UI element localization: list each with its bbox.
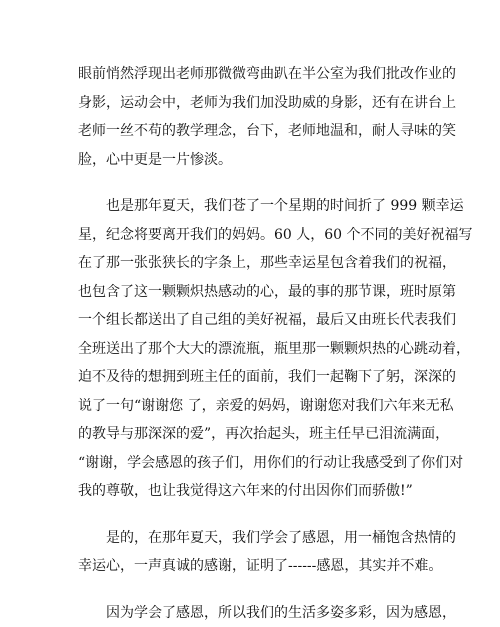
text-line: 脸，心中更是一片惨淡。	[78, 146, 428, 175]
text-line: 在了那一张张狭长的字条上，那些幸运星包含着我们的祝福，	[78, 249, 428, 278]
text-line: 的教导与那深深的爱”，再次抬起头，班主任早已泪流满面，	[78, 420, 428, 449]
text-line: 幸运心，一声真诚的感谢，证明了------感恩，其实并不难。	[78, 552, 428, 581]
paragraph-gap	[78, 506, 500, 524]
text-line: 眼前悄然浮现出老师那微微弯曲趴在半公室为我们批改作业的	[78, 60, 428, 89]
text-line: 是的，在那年夏天，我们学会了感恩，用一桶饱含热情的	[78, 524, 428, 553]
paragraph-4	[78, 599, 428, 627]
text-line: 说了一句“谢谢您 了，亲爱的妈妈，谢谢您对我们六年来无私	[78, 392, 428, 421]
text-line: 一个组长都送出了自己组的美好祝福，最后又由班长代表我们	[78, 306, 428, 335]
text-line: 星，纪念将要离开我们的妈妈。60 人，60 个不同的美好祝福写	[78, 221, 428, 250]
paragraph-gap	[78, 581, 500, 599]
text-line: 全班送出了那个大大的漂流瓶，瓶里那一颗颗炽热的心跳动着，	[78, 335, 428, 364]
text-line: 因为学会了感恩，所以我们的生活多姿多彩，因为感恩，	[78, 599, 428, 627]
text-line: 我的尊敬，也让我觉得这六年来的付出因你们而骄傲!”	[78, 477, 428, 506]
text-line: 老师一丝不苟的教学理念，台下，老师地温和，耐人寻味的笑	[78, 117, 428, 146]
text-line: 迫不及待的想拥到班主任的面前，我们一起鞠下了躬，深深的	[78, 363, 428, 392]
text-line: “谢谢，学会感恩的孩子们，用你们的行动让我感受到了你们对	[78, 449, 428, 478]
paragraph-3	[78, 524, 428, 581]
paragraph-1	[78, 60, 428, 174]
paragraph-gap	[78, 174, 500, 192]
text-line: 也包含了这一颗颗炽热感动的心，最的事的那节课，班时原第	[78, 278, 428, 307]
text-line: 也是那年夏天，我们苍了一个星期的时间折了 999 颗幸运	[78, 192, 428, 221]
text-line: 身影，运动会中，老师为我们加没助威的身影，还有在讲台上	[78, 89, 428, 118]
paragraph-2	[78, 192, 428, 506]
